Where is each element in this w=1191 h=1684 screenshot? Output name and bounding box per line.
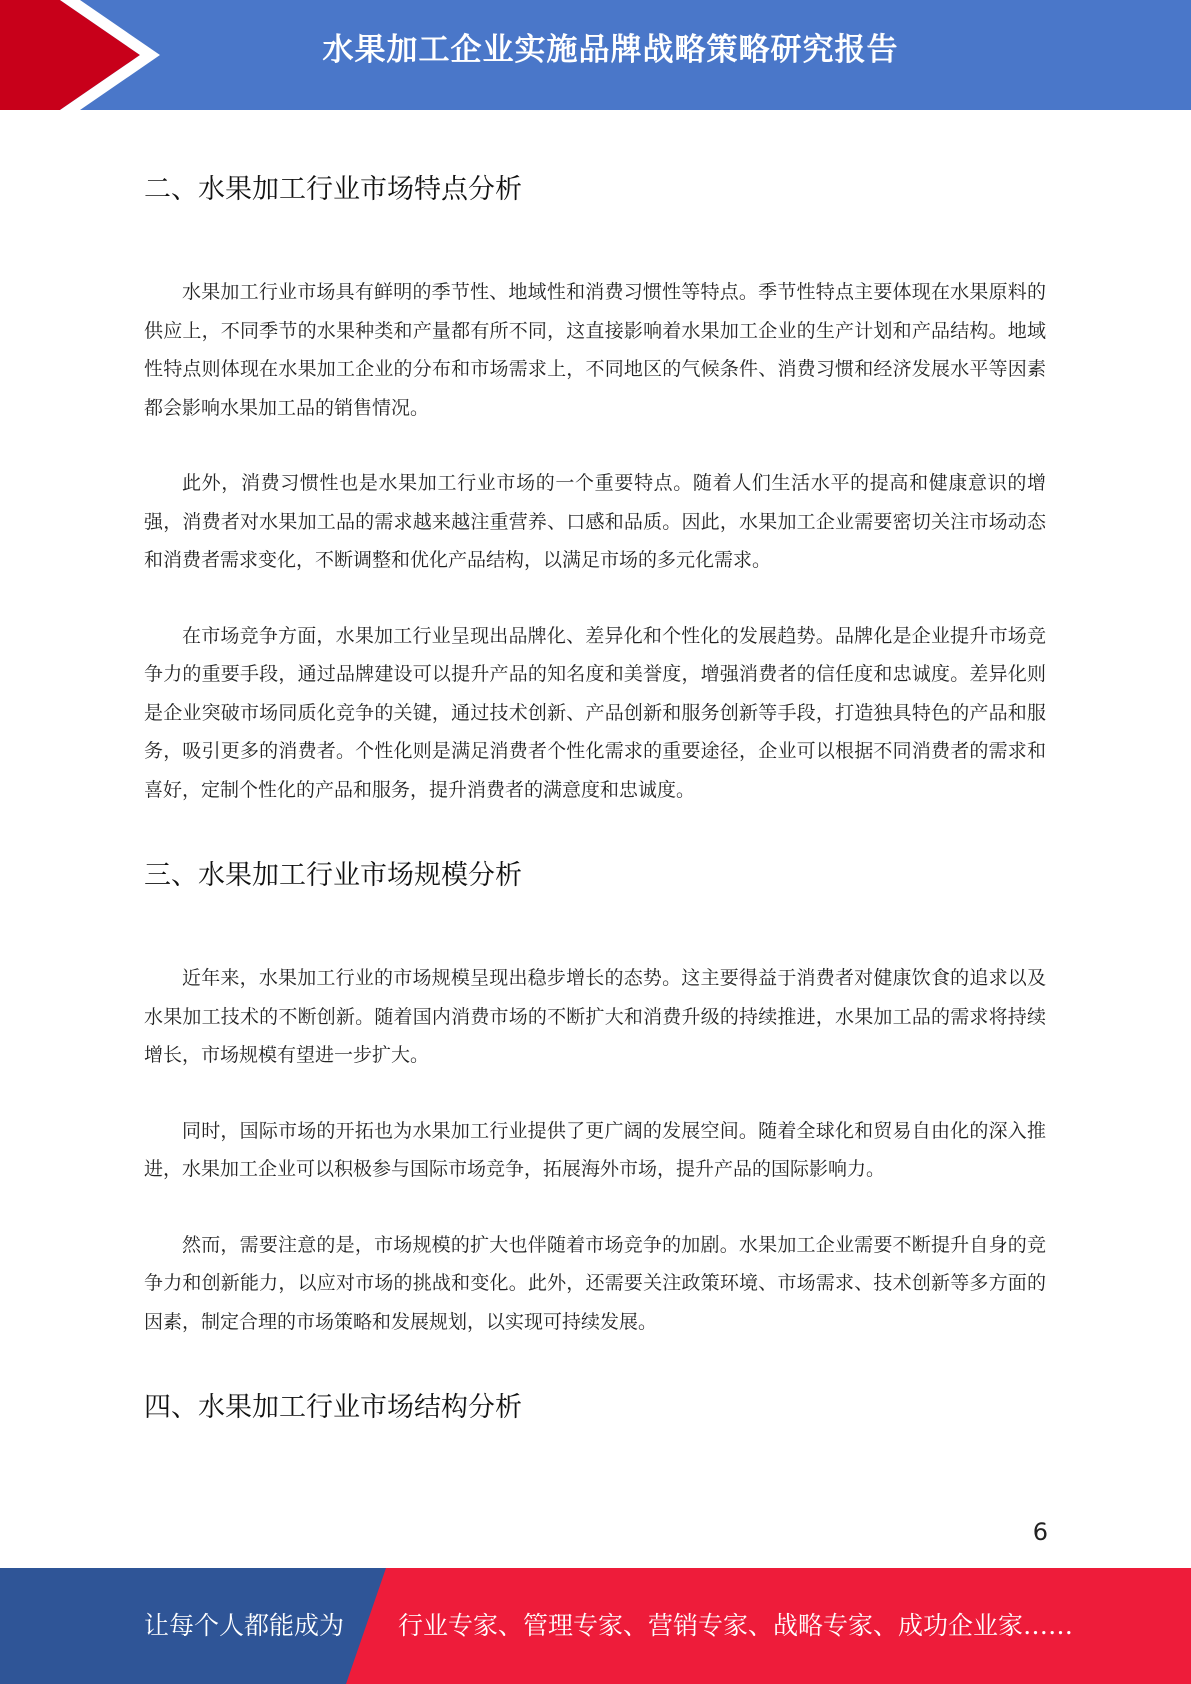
paragraph: 同时，国际市场的开拓也为水果加工行业提供了更广阔的发展空间。随着全球化和贸易自由化的深入推进，水果加工企业可以积极参与国际市场竞争，拓展海外市场，提升产品的国际影响力。	[144, 1119, 1046, 1180]
page-footer	[0, 1568, 1191, 1684]
document-body	[144, 170, 1046, 1428]
footer-slogan-left: 让每个人都能成为	[144, 1611, 345, 1640]
paragraph: 在市场竞争方面，水果加工行业呈现出品牌化、差异化和个性化的发展趋势。品牌化是企业提升市场竞争力的重要手段，通过品牌建设可以提升产品的知名度和美誉度，增强消费者的信任度和忠诚度。差异化则是企业突破市场同质化竞争的关键，通过技术创新、产品创新和服务创新等手段，打造独具特色的产品和服务，吸引更多的消费者。个性化则是满足消费者个性化需求的重要途径，企业可以根据不同消费者的需求和喜好，定制个性化的产品和服务，提升消费者的满意度和忠诚度。	[144, 624, 1046, 801]
paragraph: 此外，消费习惯性也是水果加工行业市场的一个重要特点。随着人们生活水平的提高和健康意识的增强，消费者对水果加工品的需求越来越注重营养、口感和品质。因此，水果加工企业需要密切关注市场动态和消费者需求变化，不断调整和优化产品结构，以满足市场的多元化需求。	[144, 472, 1046, 571]
footer-slogan-right: 行业专家、管理专家、营销专家、战略专家、成功企业家……	[398, 1611, 1074, 1640]
section-title: 二、水果加工行业市场特点分析	[144, 174, 522, 205]
paragraph: 然而，需要注意的是，市场规模的扩大也伴随着市场竞争的加剧。水果加工企业需要不断提升自身的竞争力和创新能力，以应对市场的挑战和变化。此外，还需要关注政策环境、市场需求、技术创新等多方面的因素，制定合理的市场策略和发展规划，以实现可持续发展。	[144, 1233, 1046, 1333]
paragraph: 近年来，水果加工行业的市场规模呈现出稳步增长的态势。这主要得益于消费者对健康饮食的追求以及水果加工技术的不断创新。随着国内消费市场的不断扩大和消费升级的持续推进，水果加工品的需求将持续增长，市场规模有望进一步扩大。	[144, 967, 1046, 1066]
page-number: 6	[1032, 1518, 1048, 1546]
section-title: 四、水果加工行业市场结构分析	[144, 1392, 522, 1423]
paragraph: 水果加工行业市场具有鲜明的季节性、地域性和消费习惯性等特点。季节性特点主要体现在水果原料的供应上，不同季节的水果种类和产量都有所不同，这直接影响着水果加工企业的生产计划和产品结构。地域性特点则体现在水果加工企业的分布和市场需求上，不同地区的气候条件、消费习惯和经济发展水平等因素都会影响水果加工品的销售情况。	[144, 281, 1046, 419]
header-title: 水果加工企业实施品牌战略策略研究报告	[322, 32, 899, 68]
section-title: 三、水果加工行业市场规模分析	[144, 860, 522, 891]
page-header	[0, 0, 1191, 110]
